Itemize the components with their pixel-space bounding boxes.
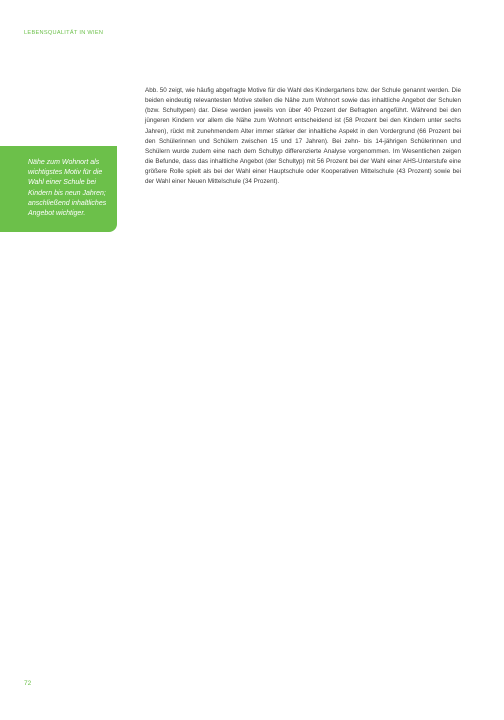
callout-text: Nähe zum Wohnort als wichtigstes Motiv für die Wahl einer Schule bei Kindern bis neun Jahren; anschließend inhaltliches Angebot wichtiger.	[28, 159, 107, 218]
page-number: 72	[24, 680, 32, 687]
callout-box	[0, 146, 117, 232]
running-head: LEBENSQUALITÄT IN WIEN	[24, 30, 104, 36]
body-paragraph: Abb. 50 zeigt, wie häufig abgefragte Motive für die Wahl des Kindergartens bzw. der Schule genannt werden. Die beiden eindeutig relevantesten Motive stellen die Nähe zum Wohnort sowie das inhaltliche Angebot der Schulen (bzw. Schultypen) dar. Diese werden jeweils von über 40 Prozent der Befragten angeführt. Während bei den jüngeren Kindern vor allem die Nähe zum Wohnort entscheidend ist (58 Prozent bei den Kindern unter sechs Jahren), rückt mit zunehmendem Alter immer stärker der inhaltliche Aspekt in den Vordergrund (66 Prozent bei den Schülerinnen und Schülern zwischen 15 und 17 Jahren). Bei zehn- bis 14-jährigen Schülerinnen und Schülern wurde zudem eine nach dem Schultyp differenzierte Analyse vorgenommen. Im Wesentlichen zeigen die Befunde, dass das inhaltliche Angebot (der Schultyp) mit 56 Prozent bei der Wahl einer AHS-Unterstufe eine größere Rolle spielt als bei der Wahl einer Hauptschule oder Kooperativen Mittelschule (43 Prozent) sowie bei der Wahl einer Neuen Mittelschule (34 Prozent).	[145, 87, 461, 186]
